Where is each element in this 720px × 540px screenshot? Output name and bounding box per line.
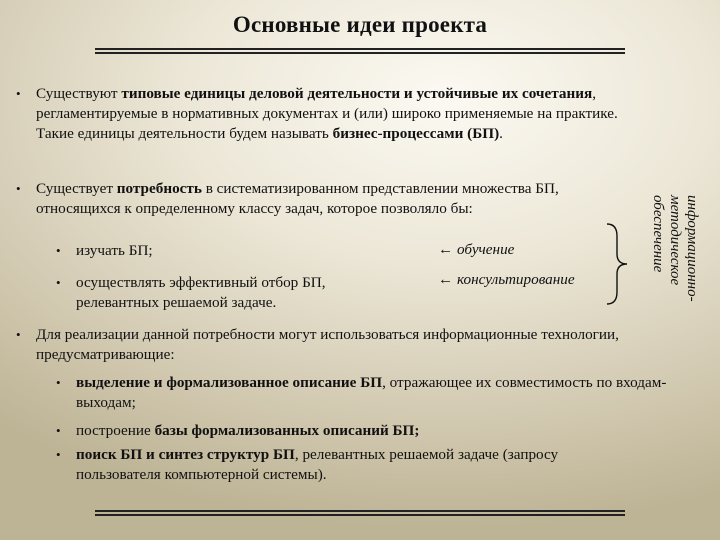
sub-bullet-text: выделение и формализованное описание БП, отражающее их совместимость по входам-выходам; [76,374,667,411]
note-learning: ← обучение [438,241,515,258]
sub-bullet-text: изучать БП; [76,242,153,259]
sub-bullet-formal-description [56,373,706,413]
sub-bullet-text: построение базы формализованных описаний БП; [76,422,420,439]
footer-divider [95,510,625,516]
page-title: Основные идеи проекта [232,12,488,37]
bullet-marker: • [56,447,61,462]
sub-bullet-database [56,421,706,441]
bullet-marker: • [16,327,21,342]
bullet-marker: • [56,275,61,290]
bullet-marker: • [56,243,61,258]
bullet-marker: • [56,375,61,390]
bullet-text: Для реализации данной потребности могут использоваться информационные технологии, предусматривающие: [36,326,619,363]
title-divider [95,48,625,54]
bullet-text: Существуют типовые единицы деловой деятельности и устойчивые их сочетания, регламентируемые в нормативных документах и (или) широко применяемые на практике. Такие единицы деятельности будем называть бизнес-процессами (БП). [36,85,618,142]
bullet-marker: • [16,86,21,101]
note-consulting: ← консультирование [438,271,575,288]
bullet-marker: • [16,181,21,196]
right-brace-icon [603,222,631,306]
sub-bullet-study [56,241,386,261]
sub-bullet-text: поиск БП и синтез структур БП, релевантных решаемой задаче (запросу пользователя компьютерной системы). [76,446,559,483]
sub-bullet-search-synthesis [56,445,706,485]
sub-bullet-selection [56,273,386,313]
vertical-note: информационно-методическое обеспечение [650,195,700,302]
bullet-technologies [16,325,706,365]
bullet-text: Существует потребность в систематизированном представлении множества БП, относящихся к определенному классу задач, которое позволяло бы: [36,180,559,217]
sub-bullet-text: осуществлять эффективный отбор БП, релевантных решаемой задаче. [76,274,326,311]
bullet-marker: • [56,423,61,438]
bullet-business-processes [16,84,626,144]
bullet-need [16,179,626,219]
